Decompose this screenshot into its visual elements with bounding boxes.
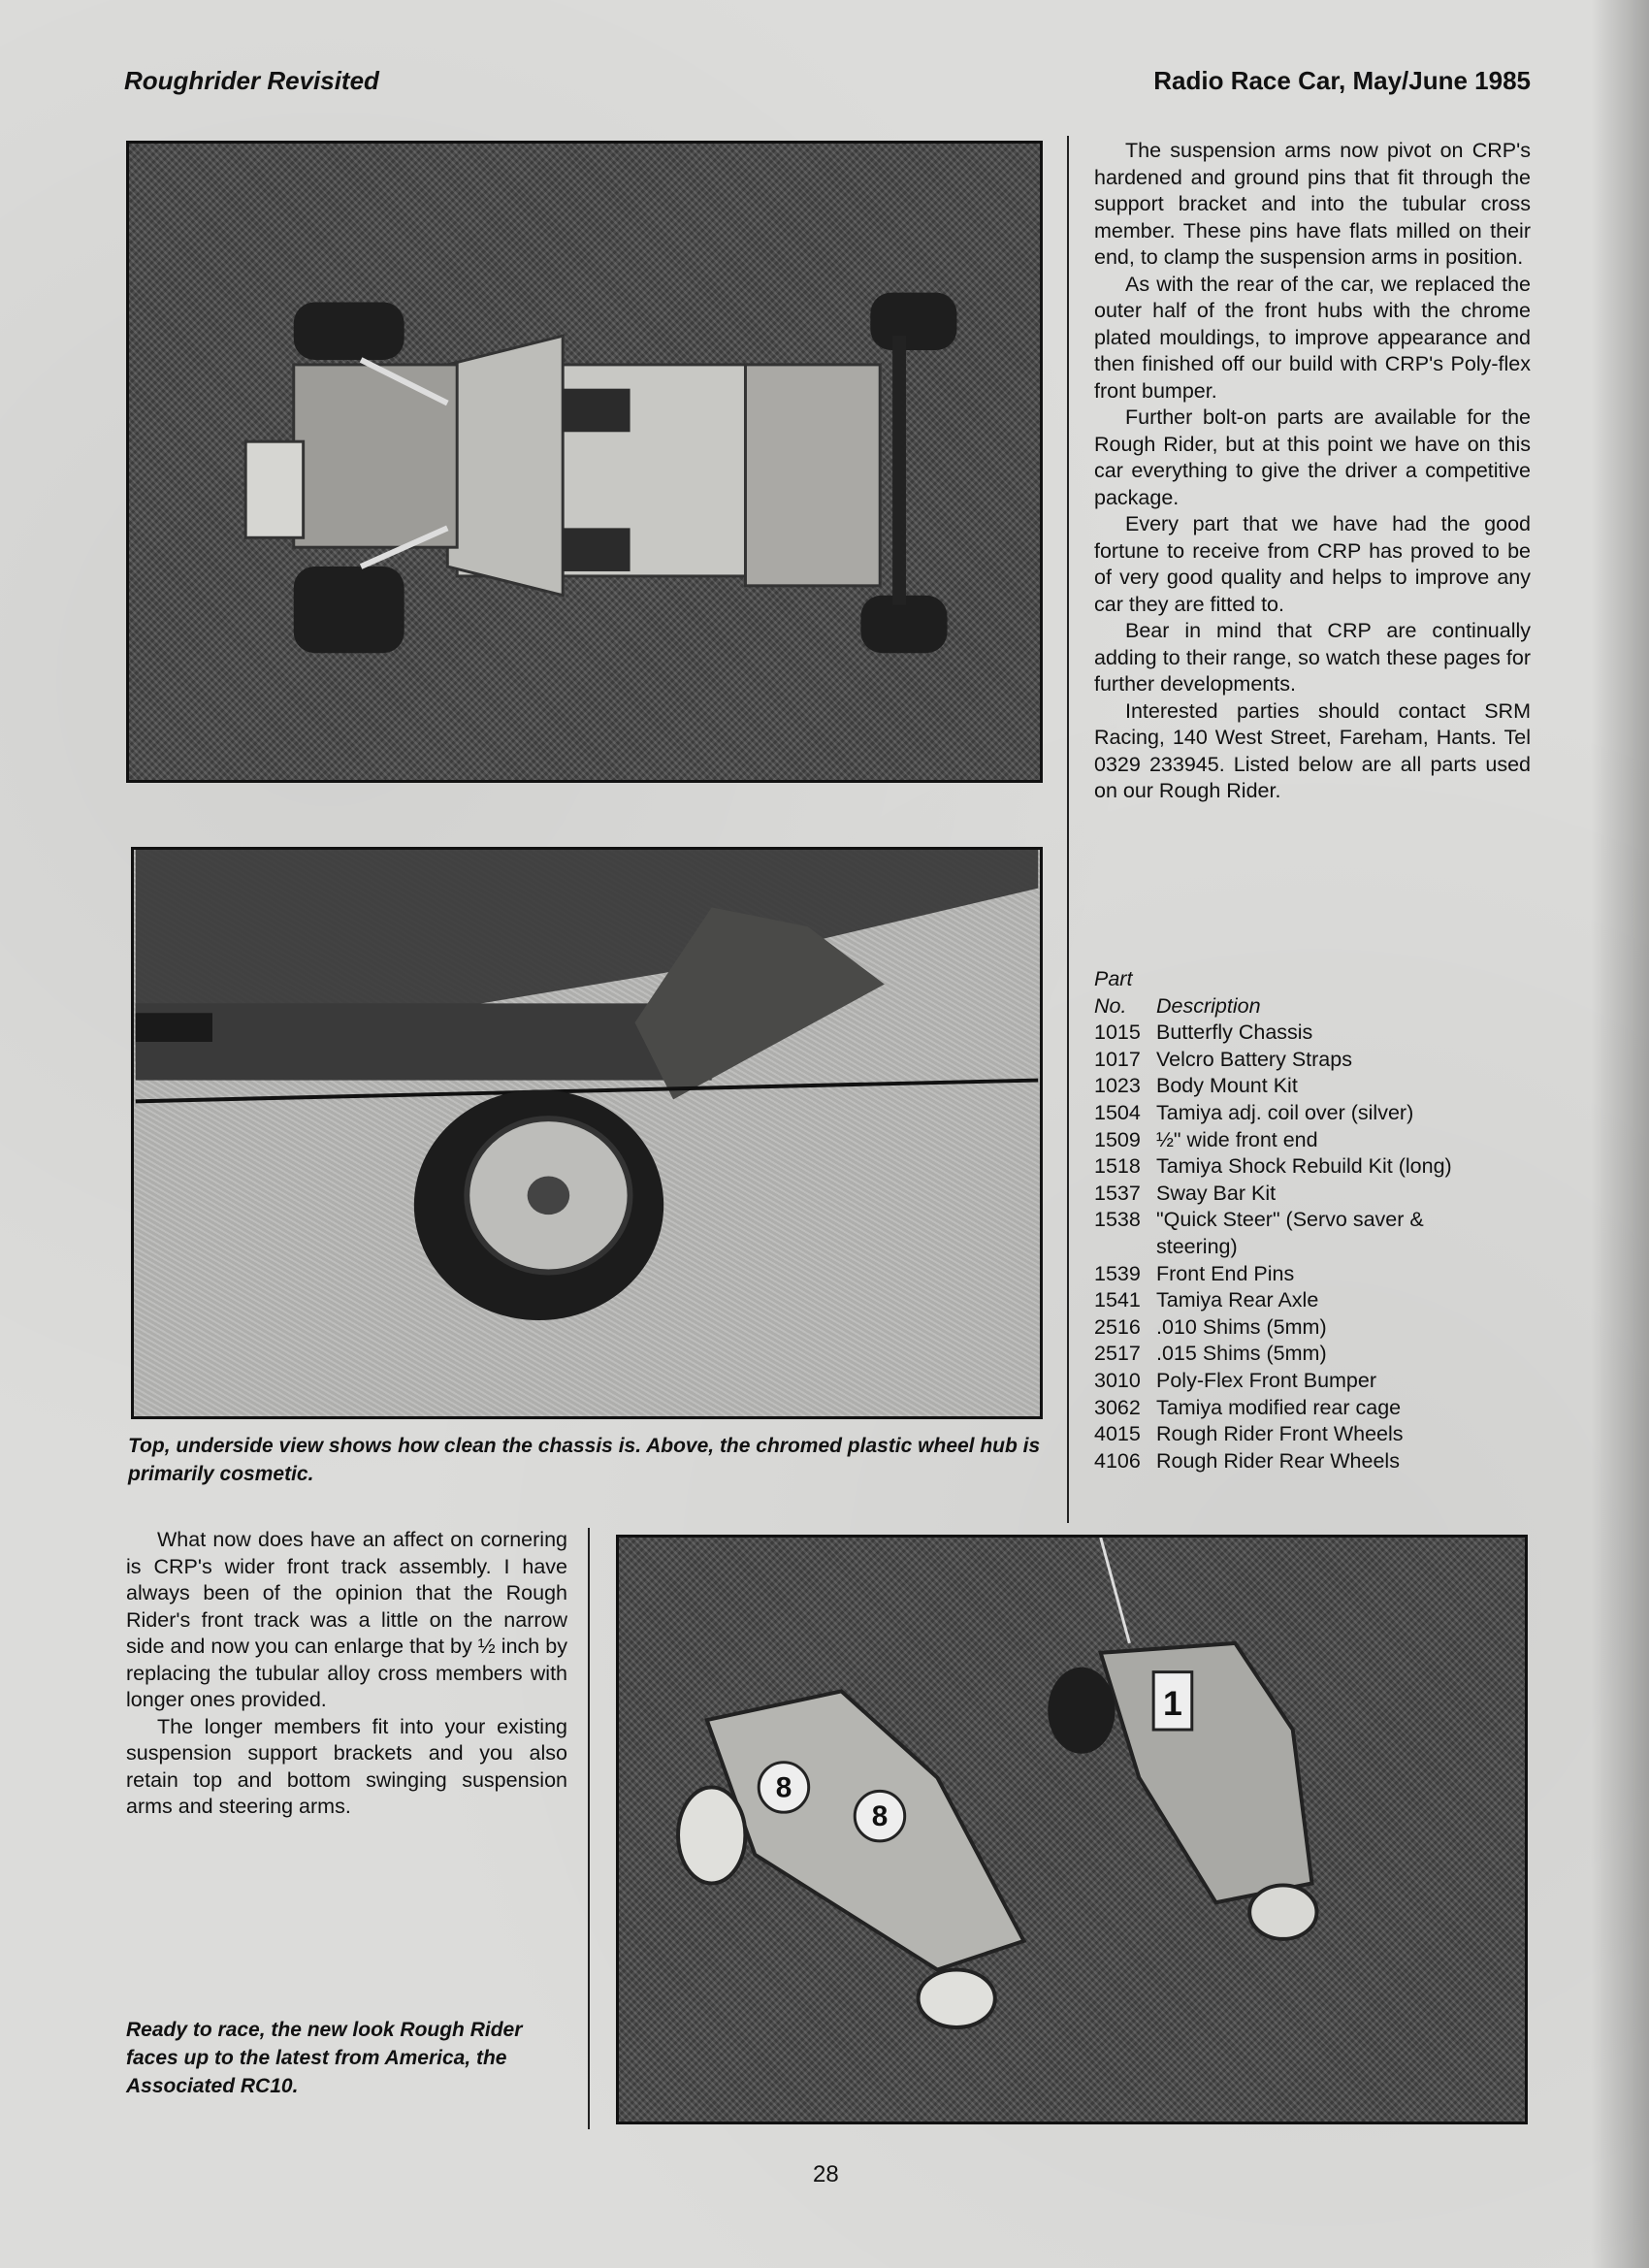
parts-header-row <box>1094 993 1540 1021</box>
part-description: ½" wide front end <box>1156 1127 1318 1151</box>
car-rough-rider <box>678 1691 1023 2027</box>
part-description: Front End Pins <box>1156 1261 1295 1285</box>
part-number: 1017 <box>1094 1047 1141 1071</box>
part-description: Tamiya Shock Rebuild Kit (long) <box>1156 1154 1452 1179</box>
parts-row <box>1094 1127 1540 1154</box>
parts-row <box>1094 1073 1540 1100</box>
parts-header-part: Part <box>1094 967 1133 990</box>
part-description: Butterfly Chassis <box>1156 1021 1313 1045</box>
parts-header-description: Description <box>1156 993 1261 1018</box>
part-number: 1518 <box>1094 1154 1141 1179</box>
part-description: Tamiya modified rear cage <box>1156 1395 1402 1419</box>
caption-top: Top, underside view shows how clean the chassis is. Above, the chromed plastic wheel hub is primarily cosmetic. <box>128 1435 1041 1485</box>
left-column-text <box>126 1527 567 1821</box>
column-divider <box>1067 136 1069 1523</box>
part-description: Rough Rider Front Wheels <box>1156 1422 1404 1446</box>
part-description: Body Mount Kit <box>1156 1074 1298 1098</box>
running-head-title: Roughrider Revisited <box>124 66 379 95</box>
part-number: 1538 <box>1094 1208 1141 1232</box>
parts-header-no: No. <box>1094 993 1127 1018</box>
part-number: 1504 <box>1094 1100 1141 1124</box>
part-description: Tamiya adj. coil over (silver) <box>1156 1100 1414 1124</box>
paragraph: Interested parties should contact SRM Racing, 140 West Street, Fareham, Hants. Tel 0329 233945. Listed below are all parts used on our Rough Rider. <box>1094 698 1531 802</box>
parts-row <box>1094 1207 1540 1234</box>
car-number-left-2: 8 <box>871 1800 889 1833</box>
part-number: 1509 <box>1094 1127 1141 1151</box>
paragraph: The suspension arms now pivot on CRP's hardened and ground pins that fit through the support bracket and into the tubular cross member. These pins have flats milled on their end, to clamp the suspension arms in position. <box>1094 139 1531 269</box>
running-head-issue: Radio Race Car, May/June 1985 <box>1153 66 1531 95</box>
paragraph: The longer members fit into your existing suspension support brackets and you also retain top and bottom swinging suspension arms and steering arms. <box>126 1714 567 1818</box>
part-description: .010 Shims (5mm) <box>1156 1314 1327 1339</box>
paragraph: Further bolt-on parts are available for the Rough Rider, but at this point we have on this car everything to give the driver a competitive package. <box>1094 405 1531 509</box>
photo-two-cars <box>616 1535 1528 2124</box>
parts-row <box>1094 1448 1540 1475</box>
car-number-right: 1 <box>1163 1684 1182 1724</box>
parts-row <box>1094 1234 1540 1261</box>
part-description: "Quick Steer" (Servo saver & <box>1156 1208 1424 1232</box>
part-number: 3062 <box>1094 1395 1141 1419</box>
paragraph: Every part that we have had the good fortune to receive from CRP has proved to be of very good quality and helps to improve any car they are fitted to. <box>1094 512 1531 616</box>
part-description: Tamiya Rear Axle <box>1156 1288 1319 1312</box>
part-description: Sway Bar Kit <box>1156 1181 1277 1205</box>
part-description: .015 Shims (5mm) <box>1156 1342 1327 1366</box>
car-rc10 <box>1048 1643 1316 1939</box>
part-number: 2516 <box>1094 1314 1141 1339</box>
part-number: 1023 <box>1094 1074 1141 1098</box>
right-column-text <box>1094 138 1531 805</box>
paragraph: As with the rear of the car, we replaced the outer half of the front hubs with the chrome plated mouldings, to improve appearance and then finished off our build with CRP's Poly-flex front bumper. <box>1094 272 1531 403</box>
parts-row <box>1094 1153 1540 1181</box>
part-number: 4015 <box>1094 1422 1141 1446</box>
chassis-illustration <box>129 144 1040 780</box>
parts-row <box>1094 1421 1540 1448</box>
photo-wheel-hub <box>131 847 1043 1419</box>
part-description: Velcro Battery Straps <box>1156 1047 1352 1071</box>
parts-row <box>1094 1395 1540 1422</box>
two-cars-illustration <box>619 1538 1525 2122</box>
part-number: 4106 <box>1094 1448 1141 1473</box>
car-number-left: 8 <box>775 1771 792 1804</box>
parts-row <box>1094 1368 1540 1395</box>
parts-row <box>1094 1341 1540 1368</box>
photo-chassis-underside <box>126 141 1043 783</box>
paragraph: What now does have an affect on cornering is CRP's wider front track assembly. I have always been of the opinion that the Rough Rider's front track was a little on the narrow side and now you can enlarge that by ½ inch by replacing the tubular alloy cross members with longer ones provided. <box>126 1528 567 1711</box>
part-number: 3010 <box>1094 1368 1141 1392</box>
part-number: 1537 <box>1094 1181 1141 1205</box>
parts-row <box>1094 1287 1540 1314</box>
part-description: steering) <box>1156 1234 1238 1258</box>
parts-row <box>1094 1314 1540 1342</box>
parts-row <box>1094 1047 1540 1074</box>
paragraph: Bear in mind that CRP are continually adding to their range, so watch these pages for further developments. <box>1094 619 1531 696</box>
parts-rows <box>1094 1020 1540 1474</box>
wheel-hub-illustration <box>134 850 1040 1416</box>
parts-row <box>1094 1261 1540 1288</box>
part-number: 1541 <box>1094 1288 1141 1312</box>
parts-row <box>1094 1100 1540 1127</box>
parts-row <box>1094 1181 1540 1208</box>
part-number: 1539 <box>1094 1261 1141 1285</box>
column-divider-lower <box>588 1528 590 2129</box>
parts-list <box>1094 966 1540 1474</box>
part-number: 1015 <box>1094 1021 1141 1045</box>
page-number: 28 <box>813 2161 839 2187</box>
part-description: Poly-Flex Front Bumper <box>1156 1368 1377 1392</box>
part-number: 2517 <box>1094 1342 1141 1366</box>
page-edge-shadow <box>1591 0 1649 2268</box>
caption-bottom: Ready to race, the new look Rough Rider faces up to the latest from America, the Associated RC10. <box>126 2019 523 2097</box>
parts-row <box>1094 1020 1540 1047</box>
part-number <box>1094 1234 1156 1261</box>
part-description: Rough Rider Rear Wheels <box>1156 1448 1400 1473</box>
